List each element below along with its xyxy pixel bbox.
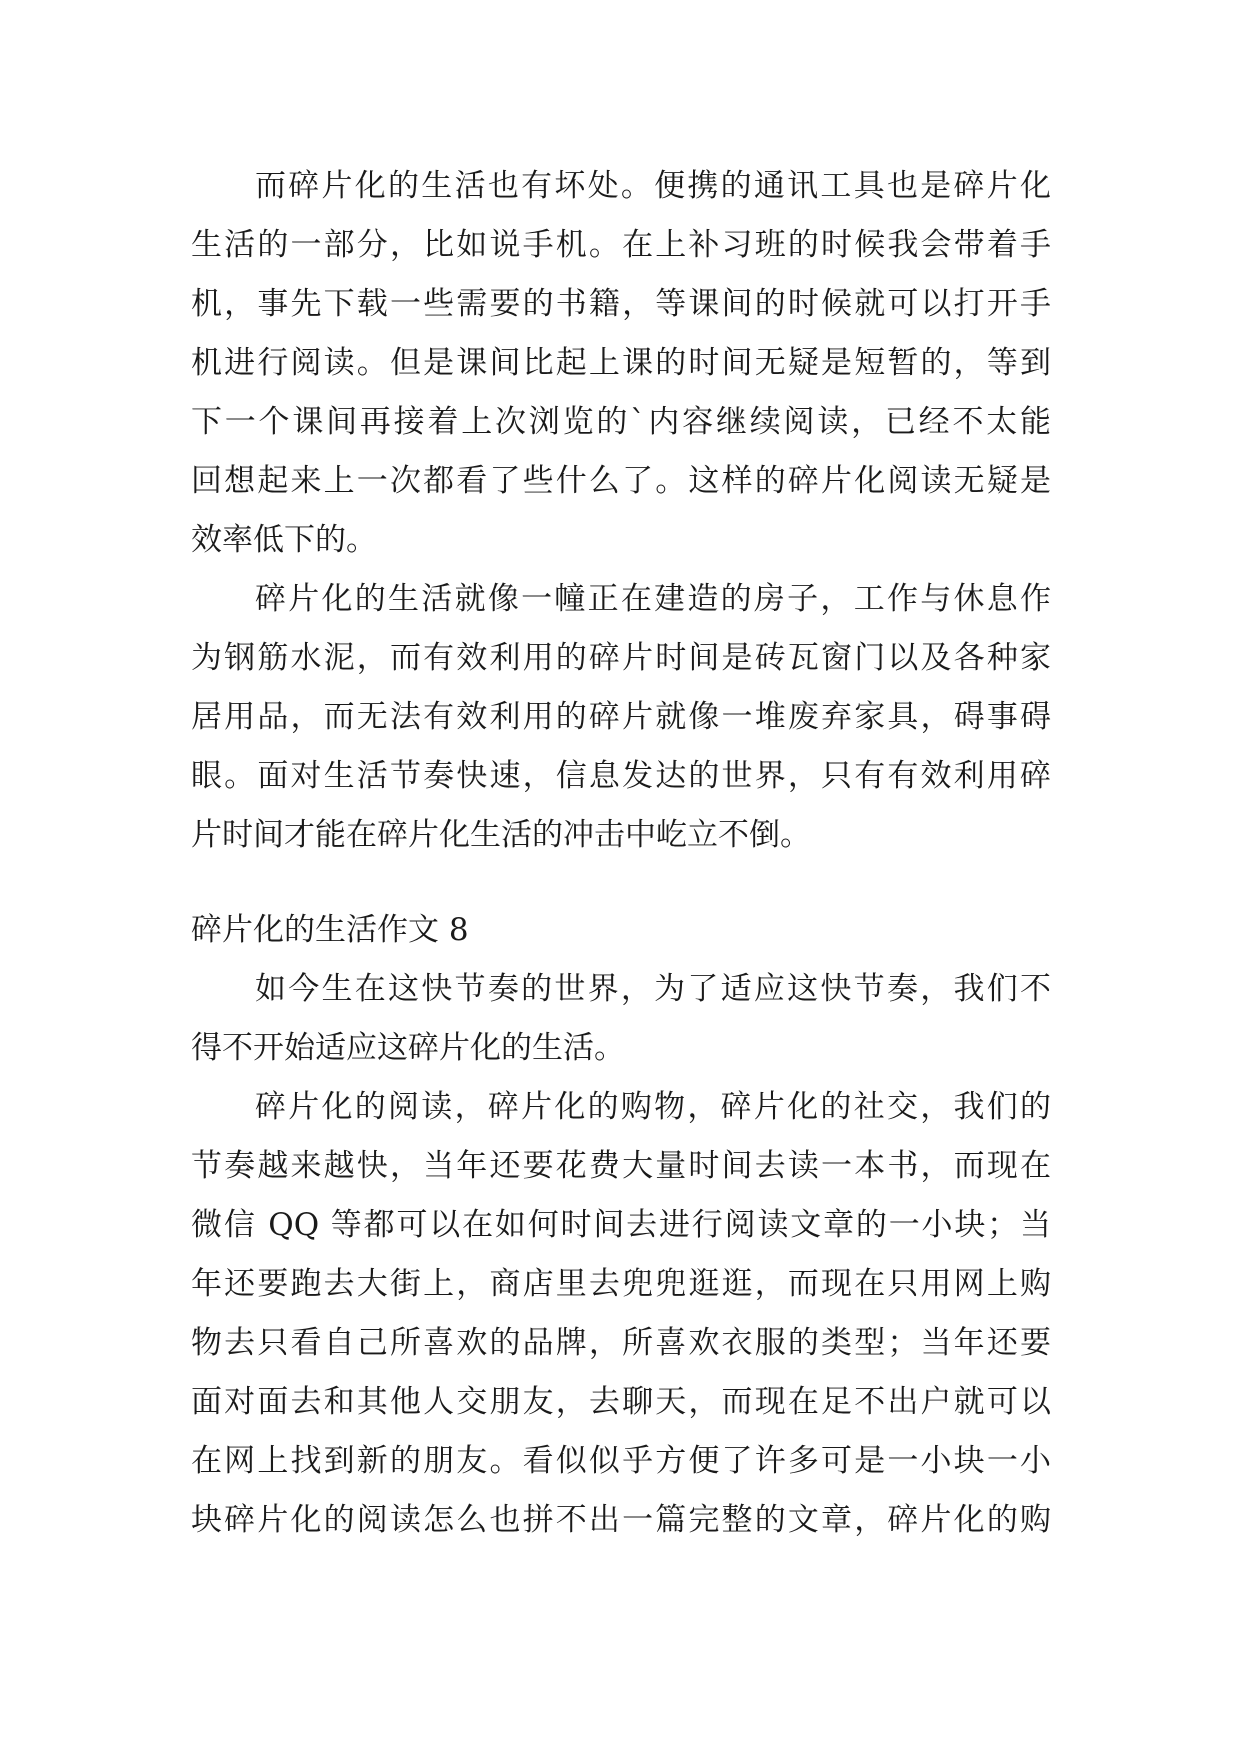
text-line: 机进行阅读。但是课间比起上课的时间无疑是短暂的，等到 [191,345,1051,381]
text-line: 眼。面对生活节奏快速，信息发达的世界，只有有效利用碎 [191,758,1051,794]
text-line: 块碎片化的阅读怎么也拼不出一篇完整的文章，碎片化的购 [191,1502,1051,1538]
essay-heading [191,901,1051,960]
text-line: 碎片化的阅读，碎片化的购物，碎片化的社交，我们的 [255,1089,1051,1125]
text-line: 面对面去和其他人交朋友，去聊天，而现在足不出户就可以 [191,1384,1051,1420]
paragraph-intro [191,960,1051,1078]
section-title: 碎片化的生活作文 8 [191,912,469,948]
text-line: 微信 QQ 等都可以在如何时间去进行阅读文章的一小块；当 [191,1207,1051,1243]
text-line: 效率低下的。 [191,522,377,558]
text-line: 节奏越来越快，当年还要花费大量时间去读一本书，而现在 [191,1148,1051,1184]
text-line: 如今生在这快节奏的世界，为了适应这快节奏，我们不 [255,971,1051,1007]
text-line: 物去只看自己所喜欢的品牌，所喜欢衣服的类型；当年还要 [191,1325,1051,1361]
text-line: 机，事先下载一些需要的书籍，等课间的时候就可以打开手 [191,286,1051,322]
paragraph-house-metaphor [191,570,1051,865]
text-line: 生活的一部分，比如说手机。在上补习班的时候我会带着手 [191,227,1051,263]
text-line: 下一个课间再接着上次浏览的`内容继续阅读，已经不太能 [191,404,1051,440]
text-line: 居用品，而无法有效利用的碎片就像一堆废弃家具，碍事碍 [191,699,1051,735]
paragraph-examples [191,1078,1051,1550]
paragraph-bad-side [191,157,1051,570]
text-line: 片时间才能在碎片化生活的冲击中屹立不倒。 [191,817,811,853]
text-line: 碎片化的生活就像一幢正在建造的房子，工作与休息作 [255,581,1051,617]
text-line: 年还要跑去大街上，商店里去兜兜逛逛，而现在只用网上购 [191,1266,1051,1302]
text-line: 而碎片化的生活也有坏处。便携的通讯工具也是碎片化 [255,168,1051,204]
text-line: 得不开始适应这碎片化的生活。 [191,1030,625,1066]
text-line: 在网上找到新的朋友。看似似乎方便了许多可是一小块一小 [191,1443,1051,1479]
text-line: 回想起来上一次都看了些什么了。这样的碎片化阅读无疑是 [191,463,1051,499]
text-line: 为钢筋水泥，而有效利用的碎片时间是砖瓦窗门以及各种家 [191,640,1051,676]
